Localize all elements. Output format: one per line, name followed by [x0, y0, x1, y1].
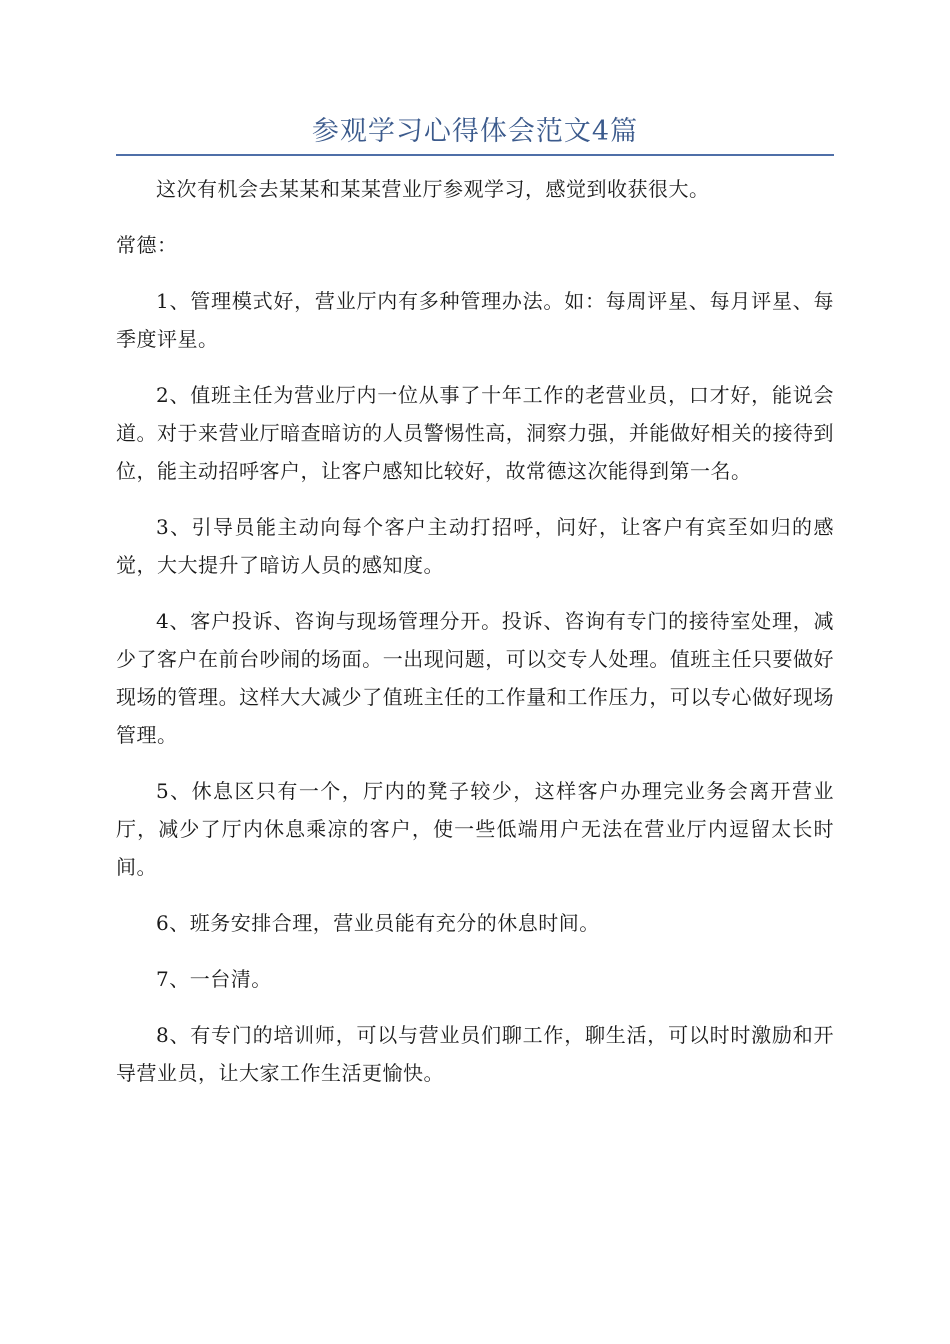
paragraph-item-2: 2、值班主任为营业厅内一位从事了十年工作的老营业员，口才好，能说会道。对于来营业厅暗查暗访的人员警惕性高，洞察力强，并能做好相关的接待到位，能主动招呼客户，让客户感知比较好，故常德这次能得到第一名。 [116, 383, 834, 483]
page-title: 参观学习心得体会范文4篇 [311, 116, 639, 147]
paragraph-item-6: 6、班务安排合理，营业员能有充分的休息时间。 [156, 911, 600, 935]
section-heading: 常德： [116, 233, 178, 257]
paragraph-item-1: 1、管理模式好，营业厅内有多种管理办法。如：每周评星、每月评星、每季度评星。 [116, 289, 834, 351]
paragraph-item-7: 7、一台清。 [156, 967, 272, 991]
title-underline [116, 154, 834, 156]
paragraph-item-3: 3、引导员能主动向每个客户主动打招呼，问好，让客户有宾至如归的感觉，大大提升了暗访人员的感知度。 [116, 515, 834, 577]
paragraph-item-8: 8、有专门的培训师，可以与营业员们聊工作，聊生活，可以时时激励和开导营业员，让大家工作生活更愉快。 [116, 1023, 834, 1085]
paragraph-item-5: 5、休息区只有一个，厅内的凳子较少，这样客户办理完业务会离开营业厅，减少了厅内休息乘凉的客户，使一些低端用户无法在营业厅内逗留太长时间。 [116, 779, 834, 879]
document-body [116, 170, 834, 1110]
intro-paragraph: 这次有机会去某某和某某营业厅参观学习，感觉到收获很大。 [156, 177, 710, 201]
paragraph-item-4: 4、客户投诉、咨询与现场管理分开。投诉、咨询有专门的接待室处理，减少了客户在前台吵闹的场面。一出现问题，可以交专人处理。值班主任只要做好现场的管理。这样大大减少了值班主任的工作量和工作压力，可以专心做好现场管理。 [116, 609, 834, 747]
